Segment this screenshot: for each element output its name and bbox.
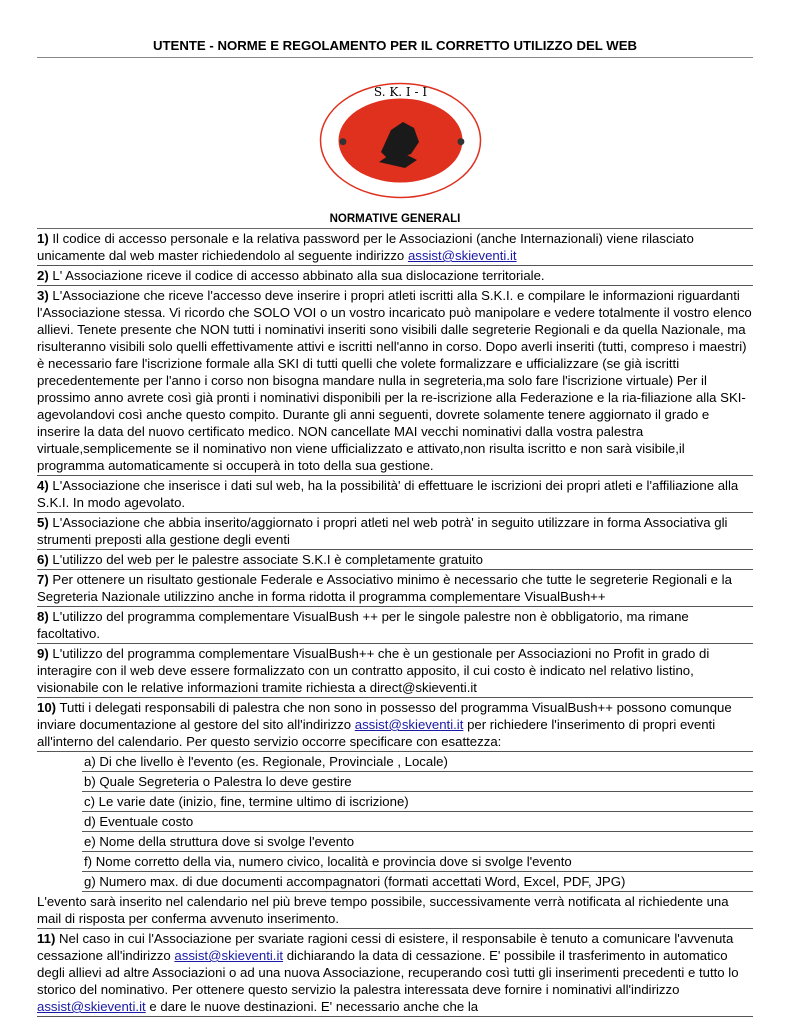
svg-text:S. K. I - I: S. K. I - I bbox=[373, 85, 428, 99]
rule-11: 11) Nel caso in cui l'Associazione per svariate ragioni cessi di esistere, il responsabile è tenuto a comunicare l'avvenuta cessazione all'indirizzo assist@skieventi.it dichiarando la data di cessazione. E' possibile il trasferimento in automatico degli allievi ad altre Associazioni o ad una nuova Associazione, recuperando così tutti gli inserimenti precedenti e tutto lo storico del nominativo. Per ottenere questo servizio la palestra interessata deve fornire i nominativi all'indirizzo assist@skieventi.it e dare le nuove destinazioni. E' necessario anche che la bbox=[37, 929, 753, 1017]
rule-2: 2) L' Associazione riceve il codice di accesso abbinato alla sua dislocazione territoriale. bbox=[37, 266, 753, 286]
assist-email-link[interactable]: assist@skieventi.it bbox=[354, 717, 464, 732]
assist-email-link[interactable]: assist@skieventi.it bbox=[174, 948, 284, 963]
ski-logo-icon bbox=[319, 82, 482, 199]
rule-1: 1) Il codice di accesso personale e la relativa password per le Associazioni (anche Internazionali) viene rilasciato unicamente dal web master richiedendolo al seguente indirizzo assist@skieventi.it bbox=[37, 229, 753, 266]
assist-email-link[interactable]: assist@skieventi.it bbox=[407, 248, 517, 263]
logo-area bbox=[37, 58, 753, 192]
svg-text:●: ● bbox=[339, 137, 347, 147]
document-title: UTENTE - NORME E REGOLAMENTO PER IL CORRETTO UTILIZZO DEL WEB bbox=[37, 38, 753, 58]
rule-10: 10) Tutti i delegati responsabili di palestra che non sono in possesso del programma VisualBush++ possono comunque inviare documentazione al gestore del sito all'indirizzo assist@skieventi.it per richiedere l'inserimento di propri eventi all'interno del calendario. Per questo servizio occorre specificare con esattezza: bbox=[37, 698, 753, 752]
document-page bbox=[37, 38, 753, 1017]
rule-10-sub-e: e) Nome della struttura dove si svolge l'evento bbox=[82, 832, 753, 852]
rule-10-sub-f: f) Nome corretto della via, numero civico, località e provincia dove si svolge l'evento bbox=[82, 852, 753, 872]
rule-10-sub-c: c) Le varie date (inizio, fine, termine ultimo di iscrizione) bbox=[82, 792, 753, 812]
rule-3: 3) L'Associazione che riceve l'accesso deve inserire i propri atleti iscritti alla S.K.I. e compilare le informazioni riguardanti l'Associazione stessa. Vi ricordo che SOLO VOI o un vostro incaricato può manipolare e vedere totalmente il vostro elenco allievi. Tenete presente che NON tutti i nominativi inseriti sono visibili dalle segreterie Regionali e da quella Nazionale, ma risulteranno visibili solo quelli effettivamente attivi e iscritti nell'anno in corso. Dopo averli inseriti (tutti, compreso i maestri) è necessario fare l'iscrizione formale alla SKI di tutti quelli che volete formalizzare e ufficializzare (se già iscritti precedentemente per l'anno i corso non bisogna mandare nulla in segreteria,ma solo fare l'iscrizione virtuale) Per il prossimo anno avrete così già pronti i nominativi disponibili per la re-iscrizione alla Federazione e la ria-filiazione alla SKI- agevolandovi così anche questo compito. Durante gli anni seguenti, dovrete solamente tenere aggiornato il grado e inserire la data del nuovo certificato medico. NON cancellate MAI vecchi nominativi dalla vostra palestra virtuale,semplicemente se il nominativo non viene ufficializzato e attivato,non risulta iscritto e non sarà visibile,il programma automaticamente si occuperà in toto della sua gestione. bbox=[37, 286, 753, 476]
rule-9: 9) L'utilizzo del programma complementare VisualBush++ che è un gestionale per Associazioni no Profit in grado di interagire con il web deve essere formalizzato con un contratto apposito, il cui costo è indicato nel relativo listino, visionabile con le relative informazioni tramite richiesta a direct@skieventi.it bbox=[37, 644, 753, 698]
section-heading: NORMATIVE GENERALI bbox=[37, 212, 753, 229]
rule-10-sub-a: a) Di che livello è l'evento (es. Regionale, Provinciale , Locale) bbox=[82, 752, 753, 772]
rule-10-sub-d: d) Eventuale costo bbox=[82, 812, 753, 832]
rule-5: 5) L'Associazione che abbia inserito/aggiornato i propri atleti nel web potrà' in seguito utilizzare in forma Associativa gli strumenti preposti alla gestione degli eventi bbox=[37, 513, 753, 550]
rule-8: 8) L'utilizzo del programma complementare VisualBush ++ per le singole palestre non è obbligatorio, ma rimane facoltativo. bbox=[37, 607, 753, 644]
rule-7: 7) Per ottenere un risultato gestionale Federale e Associativo minimo è necessario che tutte le segreterie Regionali e la Segreteria Nazionale utilizzino anche in forma ridotta il programma complementare VisualBush++ bbox=[37, 570, 753, 607]
rule-4: 4) L'Associazione che inserisce i dati sul web, ha la possibilità' di effettuare le iscrizioni dei propri atleti e l'affiliazione alla S.K.I. In modo agevolato. bbox=[37, 476, 753, 513]
rule-10-sub-g: g) Numero max. di due documenti accompagnatori (formati accettati Word, Excel, PDF, JPG) bbox=[82, 872, 753, 892]
rule-10-sub-b: b) Quale Segreteria o Palestra lo deve gestire bbox=[82, 772, 753, 792]
rule-10-note: L'evento sarà inserito nel calendario nel più breve tempo possibile, successivamente verrà notificata al richiedente una mail di risposta per conferma avvenuto inserimento. bbox=[37, 892, 753, 929]
rule-6: 6) L'utilizzo del web per le palestre associate S.K.I è completamente gratuito bbox=[37, 550, 753, 570]
assist-email-link[interactable]: assist@skieventi.it bbox=[37, 999, 146, 1014]
svg-text:●: ● bbox=[457, 137, 465, 147]
